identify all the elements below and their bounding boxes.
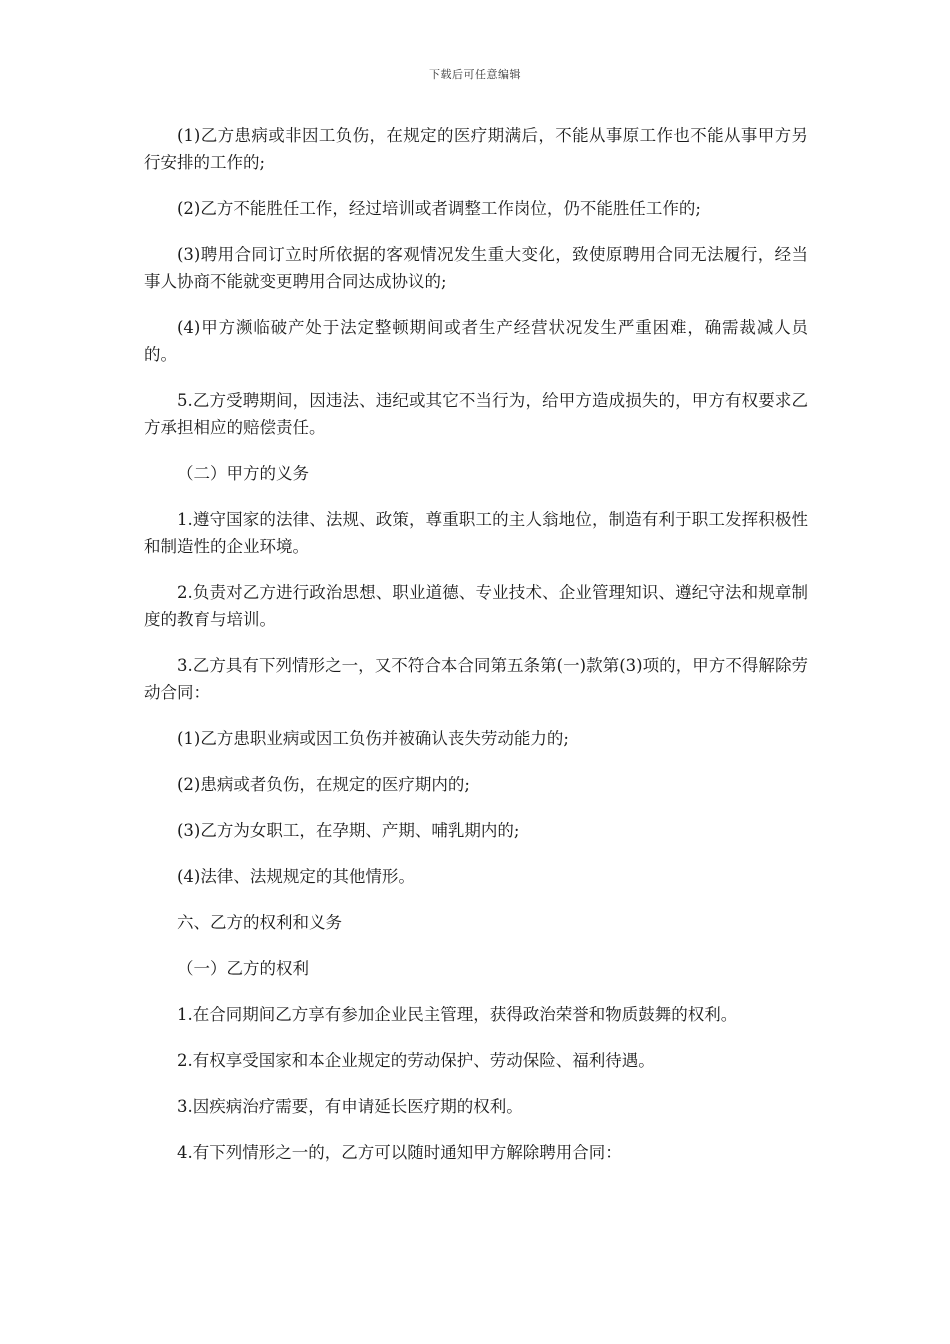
list-item: (4)法律、法规规定的其他情形。 — [177, 867, 415, 886]
chapter-heading: 六、乙方的权利和义务 — [177, 913, 342, 932]
paragraph: 4.有下列情形之一的，乙方可以随时通知甲方解除聘用合同： — [177, 1143, 622, 1162]
paragraph: (3)聘用合同订立时所依据的客观情况发生重大变化，致使原聘用合同无法履行，经当事人协商不能就变更聘用合同达成协议的; — [144, 245, 808, 291]
paragraph: 1.在合同期间乙方享有参加企业民主管理，获得政治荣誉和物质鼓舞的权利。 — [177, 1005, 738, 1024]
section-heading: （一）乙方的权利 — [177, 959, 309, 978]
paragraph: 3.乙方具有下列情形之一，又不符合本合同第五条第(一)款第(3)项的，甲方不得解除劳动合同： — [144, 656, 808, 702]
paragraph: 2.负责对乙方进行政治思想、职业道德、专业技术、企业管理知识、遵纪守法和规章制度的教育与培训。 — [144, 583, 808, 629]
paragraph: (1)乙方患病或非因工负伤，在规定的医疗期满后，不能从事原工作也不能从事甲方另行安排的工作的; — [144, 126, 808, 172]
paragraph: 2.有权享受国家和本企业规定的劳动保护、劳动保险、福利待遇。 — [177, 1051, 655, 1070]
paragraph: (2)乙方不能胜任工作，经过培训或者调整工作岗位，仍不能胜任工作的; — [177, 199, 701, 218]
list-item: (3)乙方为女职工，在孕期、产期、哺乳期内的; — [177, 821, 520, 840]
list-item: (2)患病或者负伤，在规定的医疗期内的; — [177, 775, 470, 794]
document-body — [144, 122, 808, 1166]
paragraph: 3.因疾病治疗需要，有申请延长医疗期的权利。 — [177, 1097, 523, 1116]
section-heading: （二）甲方的义务 — [177, 464, 309, 483]
list-item: (1)乙方患职业病或因工负伤并被确认丧失劳动能力的; — [177, 729, 569, 748]
paragraph: 1.遵守国家的法律、法规、政策，尊重职工的主人翁地位，制造有利于职工发挥积极性和制造性的企业环境。 — [144, 510, 808, 556]
paragraph: (4)甲方濒临破产处于法定整顿期间或者生产经营状况发生严重困难，确需裁减人员的。 — [144, 318, 808, 364]
paragraph: 5.乙方受聘期间，因违法、违纪或其它不当行为，给甲方造成损失的，甲方有权要求乙方承担相应的赔偿责任。 — [144, 391, 808, 437]
page-header: 下载后可任意编辑 — [429, 68, 521, 81]
